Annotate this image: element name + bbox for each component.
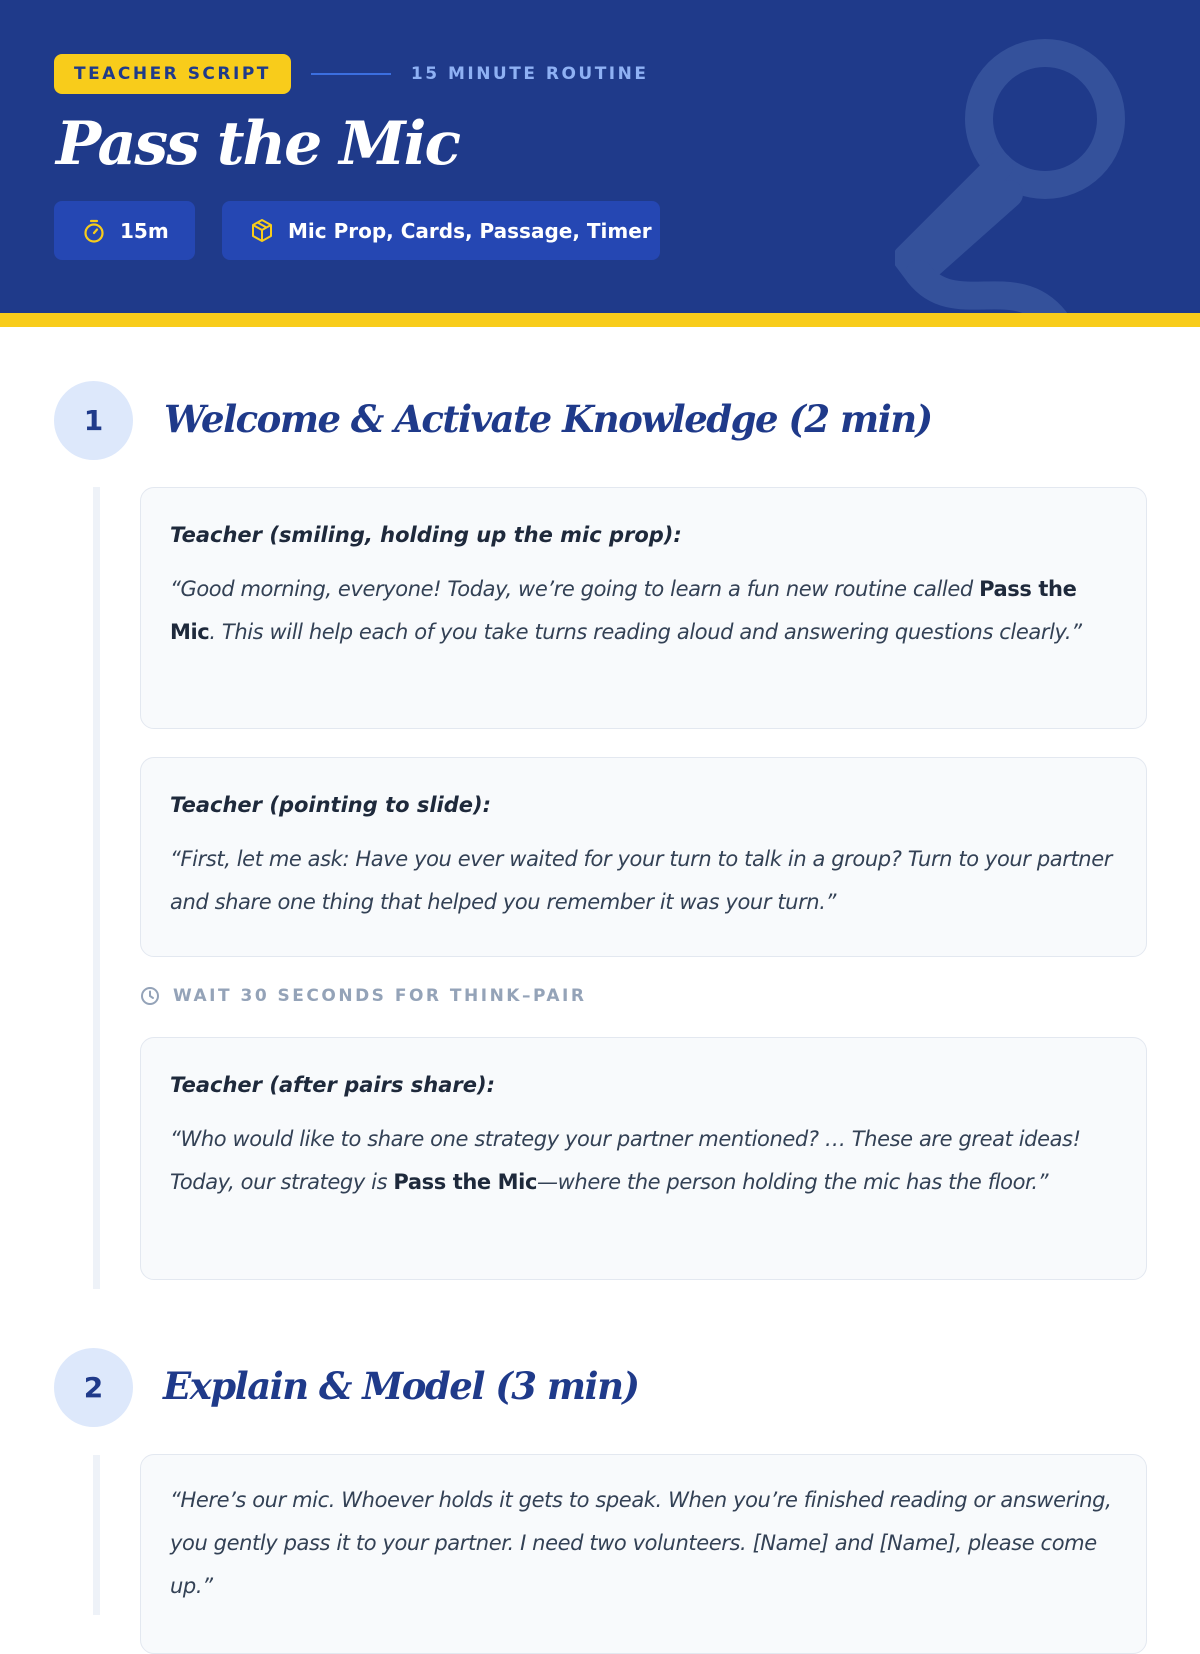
box-icon (250, 218, 274, 244)
wait-text: WAIT 30 SECONDS FOR THINK–PAIR (173, 986, 587, 1006)
page-title: Pass the Mic (56, 109, 459, 179)
step-timeline-line (93, 487, 100, 1289)
routine-name-emphasis: Pass the Mic (393, 1170, 538, 1194)
quote-text: “First, let me ask: Have you ever waited for your turn to talk in a group? Turn to your partner and share one thing that helped you remember it was your turn.” (170, 847, 1112, 914)
script-quote (170, 1118, 1118, 1204)
step-title: Welcome & Activate Knowledge (2 min) (164, 397, 932, 441)
speaker-label: Teacher (pointing to slide): (170, 793, 492, 817)
duration-text: 15m (120, 218, 169, 243)
step-number: 1 (54, 381, 133, 460)
script-badge: TEACHER SCRIPT (54, 54, 291, 94)
materials-text: Mic Prop, Cards, Passage, Timer (288, 218, 652, 243)
script-card (140, 1037, 1147, 1280)
script-card (140, 757, 1147, 957)
clock-icon (140, 986, 160, 1006)
quote-text: . This will help each of you take turns reading aloud and answering questions clearly.” (209, 620, 1082, 644)
script-card (140, 487, 1147, 729)
wait-note (140, 986, 586, 1006)
quote-text: “Here’s our mic. Whoever holds it gets to speak. When you’re finished reading or answering, you gently pass it to your partner. I need two volunteers. [Name] and [Name], please come up.” (170, 1488, 1112, 1598)
microphone-icon (895, 30, 1155, 313)
quote-text: “Who would like to share one strategy your partner mentioned? … These are great ideas! Today, our strategy is (170, 1127, 1081, 1194)
divider-line (311, 73, 391, 75)
stopwatch-icon (82, 218, 106, 244)
routine-name-emphasis: Pass the Mic (170, 577, 1077, 644)
duration-chip (54, 201, 195, 260)
materials-chip (222, 201, 660, 260)
step-number: 2 (54, 1348, 133, 1427)
quote-text: “Good morning, everyone! Today, we’re going to learn a fun new routine called (170, 577, 980, 601)
header (0, 0, 1200, 313)
step-title: Explain & Model (3 min) (163, 1364, 639, 1408)
header-accent-stripe (0, 313, 1200, 327)
speaker-label: Teacher (after pairs share): (170, 1073, 495, 1097)
script-card (140, 1454, 1147, 1654)
step-timeline-line (93, 1455, 100, 1615)
speaker-label: Teacher (smiling, holding up the mic prop): (170, 523, 682, 547)
header-top-row (54, 54, 648, 94)
script-quote (170, 1479, 1118, 1608)
script-quote (170, 838, 1118, 924)
routine-label: 15 MINUTE ROUTINE (410, 64, 649, 84)
script-quote (170, 568, 1118, 654)
quote-text: —where the person holding the mic has the floor.” (537, 1170, 1049, 1194)
